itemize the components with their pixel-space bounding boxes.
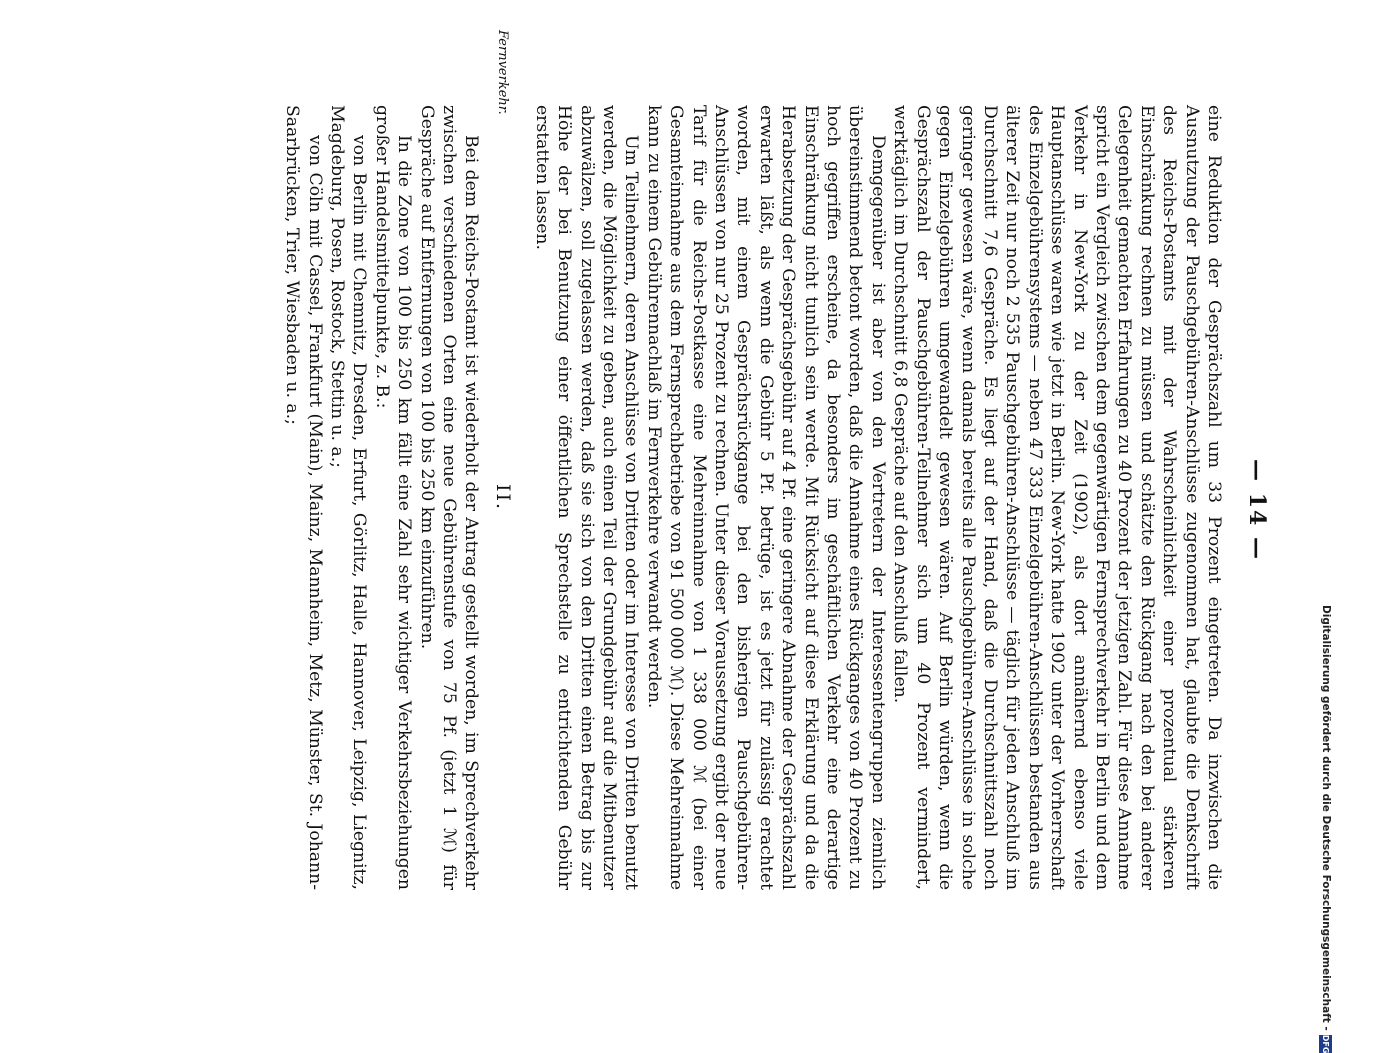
digitization-credit-text: Digitalisierung gefördert durch die Deutsche Forschungsgemeinschaft - <box>1320 605 1332 1031</box>
paragraph: Bei dem Reichs-Postamt ist wiederholt der Antrag gestellt worden, im Sprechverkehr zwischen verschiedenen Orten eine neue Gebührenstufe von 75 Pf. (jetzt 1 ℳ) für Gespräche auf Entfernungen von 100 bis 250 km einzuführen. <box>416 105 482 890</box>
page-number: — 14 — <box>1244 459 1270 561</box>
body-text <box>281 105 1225 890</box>
section-heading: II. <box>492 483 515 512</box>
paragraph: Demgegenüber ist aber von den Vertretern der Interessentengruppen ziemlich übereinstimmend betont worden, daß die Annahme eines Rückganges von 40 Prozent zu hoch gegriffen erscheine, da besonders im geschäftlichen Verkehr eine derartige Einschränkung nicht tunlich sein werde. Mit Rücksicht auf diese Erklärung und da die Herabsetzung der Gesprächsgebühr auf 4 Pf. eine geringere Abnahme der Gesprächszahl erwarten läßt, als wenn die Gebühr 5 Pf. betrüge, ist es jetzt für zulässig erachtet worden, mit einem Gesprächsrückgange bei den bisherigen Pauschgebühren-Anschlüssen von nur 25 Prozent zu rechnen. Unter dieser Voraussetzung ergibt der neue Tarif für die Reichs-Postkasse eine Mehreinnahme von 1 338 000 ℳ (bei einer Gesamteinnahme aus dem Fernsprechbetriebe von 91 500 000 ℳ). Diese Mehreinnahme kann zu einem Gebührennachlaß im Fernverkehre verwandt werden. <box>643 105 888 890</box>
paragraph: Um Teilnehmern, deren Anschlüsse von Dritten oder im Interesse von Dritten benutzt werden, die Möglichkeit zu geben, auch einen Teil der Grundgebühr auf die Mitbenutzer abzuwälzen, soll zugelassen werden, daß sie sich von den Dritten einen Betrag bis zur Höhe der bei Benutzung einer öffentlichen Sprechstelle zu entrichtenden Gebühr erstatten lassen. <box>531 105 642 890</box>
margin-note: Fernverkehr. <box>495 30 510 115</box>
digitization-credit <box>1316 605 1336 1053</box>
list-item: von Berlin mit Chemnitz, Dresden, Erfurt, Görlitz, Halle, Hannover, Leipzig, Liegnitz, Magdeburg, Posen, Rostock, Stettin u. a.; <box>326 105 370 890</box>
list-item: von Cöln mit Cassel, Frankfurt (Main), Mainz, Mannheim, Metz, Münster, St. Johann-Saarbrücken, Trier, Wiesbaden u. a.; <box>282 105 325 890</box>
paragraph: In die Zone von 100 bis 250 km fällt eine Zahl sehr wichtiger Verkehrsbeziehungen großer Handelsmittelpunkte, z. B.: <box>371 105 415 890</box>
document-page <box>10 30 1270 990</box>
paragraph: eine Reduktion der Gesprächszahl um 33 Prozent eingetreten. Da inzwischen die Ausnutzung der Pauschgebühren-Anschlüsse zugenommen hat, glaubte die Denkschrift des Reichs-Postamts mit der Wahrscheinlichkeit einer prozentual stärkeren Einschränkung rechnen zu müssen und schätzte den Rückgang nach den bei anderer Gelegenheit gemachten Erfahrungen zu 40 Prozent der jetzigen Zahl. Für diese Annahme spricht ein Vergleich zwischen dem gegenwärtigen Fernsprechverkehr in Berlin und dem Verkehr in New-York zu der Zeit (1902), als dort annähernd ebenso viele Hauptanschlüsse waren wie jetzt in Berlin. New-York hatte 1902 unter der Vorherrschaft des Einzelgebührensystems — neben 47 333 Einzelgebühren-Anschlüssen bestanden aus älterer Zeit nur noch 2 535 Pauschgebühren-Anschlüsse — täglich für jeden Anschluß im Durchschnitt 7,6 Gespräche. Es liegt auf der Hand, daß die Durchschnittszahl noch geringer gewesen wäre, wenn damals bereits alle Pauschgebühren-Anschlüsse in solche gegen Einzelgebühren umgewandelt gewesen wären. Auf Berlin würden, wenn die Gesprächszahl der Pauschgebühren-Teilnehmer sich um 40 Prozent vermindert, werktäglich im Durchschnitt 6,8 Gespräche auf den Anschluß fallen. <box>890 105 1224 890</box>
dfg-logo: DFG <box>1321 1034 1331 1053</box>
